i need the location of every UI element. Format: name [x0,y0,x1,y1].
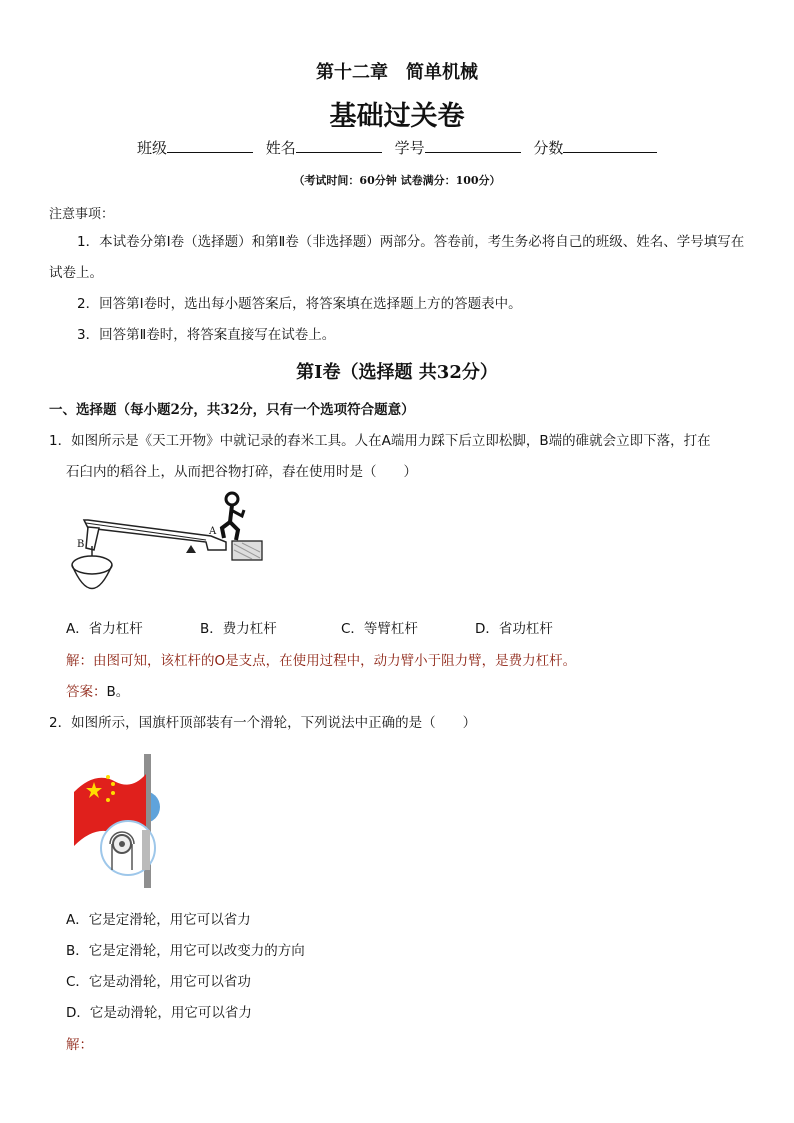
question-2-stem: 2．如图所示，国旗杆顶部装有一个滑轮，下列说法中正确的是（ ） [49,715,477,731]
fulcrum-icon [186,545,196,553]
q2-solution: 解： [66,1037,93,1053]
q1-option-b[interactable]: B．费力杠杆 [200,621,277,637]
q1-answer [66,680,129,700]
q2-option-d[interactable]: D．它是动滑轮，用它可以省力 [66,1005,252,1021]
lever-beam-edge [86,523,206,540]
notice-item-3: 3．回答第Ⅱ卷时，将答案直接写在试卷上。 [77,327,336,343]
id-blank[interactable] [425,137,521,153]
name-label: 姓名 [265,139,296,157]
chapter-heading [0,58,794,84]
flagpole-pulley-figure [66,752,166,892]
exam-info: （考试时间：60分钟 试卷满分：100分） [293,174,501,187]
q1-solution: 解：由图可知，该杠杆的O是支点，在使用过程中，动力臂小于阻力臂，是费力杠杆。 [66,653,577,669]
q2-option-c[interactable]: C．它是动滑轮，用它可以省功 [66,974,251,990]
mortar-rim [72,556,112,574]
flag-small-star-icon [106,775,110,779]
notice-heading: 注意事项： [49,207,115,222]
part-heading: 一、选择题（每小题2分，共32分，只有一个选项符合题意） [49,402,415,418]
class-blank[interactable] [167,137,253,153]
q1-option-d[interactable]: D．省功杠杆 [475,621,553,637]
score-label: 分数 [533,139,564,157]
page-title: 基础过关卷 [329,101,465,132]
lever-beam [84,520,226,550]
label-b: B [77,539,85,550]
answer-label: 答案： [66,684,107,700]
person-icon [222,493,244,540]
chapter-number: 第十二章 [316,62,388,83]
answer-value: B。 [106,684,130,700]
student-info-fields [137,137,665,158]
class-label: 班级 [137,139,168,157]
name-blank[interactable] [296,137,382,153]
score-blank[interactable] [563,137,657,153]
q1-option-c[interactable]: C．等臂杠杆 [341,621,418,637]
question-1-stem-line2: 石臼内的稻谷上，从而把谷物打碎，舂在使用时是（ ） [66,464,417,480]
notice-item-1: 1．本试卷分第Ⅰ卷（选择题）和第Ⅱ卷（非选择题）两部分。答卷前，考生务必将自己的班级、姓名、学号填写在试卷上。 [49,234,745,281]
question-1-stem-line1: 1．如图所示是《天工开物》中就记录的舂米工具。人在A端用力踩下后立即松脚，B端的碓就会立即下落，打在 [49,433,711,449]
chapter-topic: 简单机械 [406,62,478,83]
label-a: A [209,526,217,537]
id-label: 学号 [394,139,425,157]
section-title: 第Ⅰ卷（选择题 共32分） [296,362,498,383]
q2-option-b[interactable]: B．它是定滑轮，用它可以改变力的方向 [66,943,305,959]
pestle-lever-figure [66,490,276,602]
notice-item-2: 2．回答第Ⅰ卷时，选出每小题答案后，将答案填在选择题上方的答题表中。 [77,296,522,312]
q2-option-a[interactable]: A．它是定滑轮，用它可以省力 [66,912,251,928]
q1-option-a[interactable]: A．省力杠杆 [66,621,143,637]
